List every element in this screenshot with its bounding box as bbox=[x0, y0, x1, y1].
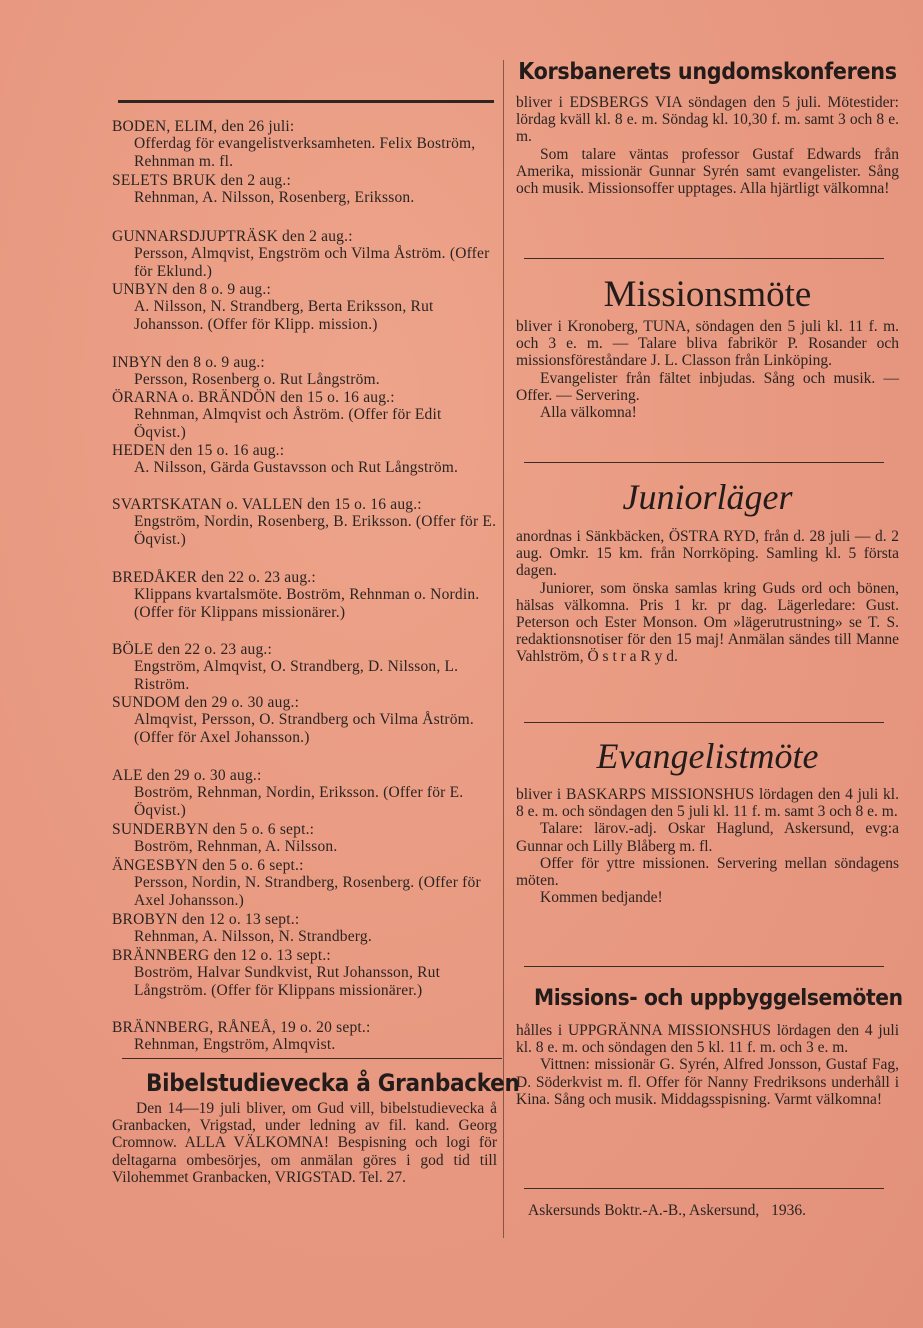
section-rule bbox=[524, 462, 884, 463]
schedule-place: UNBYN den 8 o. 9 aug.: bbox=[112, 281, 271, 298]
schedule-place: INBYN den 8 o. 9 aug.: bbox=[112, 354, 265, 371]
schedule-entry bbox=[112, 694, 497, 746]
schedule-entry bbox=[112, 947, 497, 999]
schedule-desc: Rehnman, A. Nilsson, Rosenberg, Eriksson. bbox=[134, 189, 415, 207]
schedule-desc: A. Nilsson, Gärda Gustavsson och Rut Långström. bbox=[134, 459, 459, 477]
notice-body: Evangelister från fältet inbjudas. Sång och musik. — Offer. — Servering. bbox=[516, 369, 899, 404]
missionsmote-notice bbox=[516, 272, 899, 421]
schedule-desc: Boström, Rehnman, A. Nilsson. bbox=[134, 838, 338, 856]
notice-heading: Missionsmöte bbox=[603, 274, 812, 315]
schedule-desc: Rehnman, A. Nilsson, N. Strandberg. bbox=[134, 928, 372, 946]
korsbaneret-notice bbox=[516, 54, 899, 197]
imprint-year: 1936. bbox=[771, 1202, 806, 1219]
schedule-entry bbox=[112, 857, 497, 909]
notice-heading: Missions- och uppbyggelsemöten bbox=[534, 985, 903, 1011]
schedule-entry bbox=[112, 1019, 497, 1054]
schedule-place: SELETS BRUK den 2 aug.: bbox=[112, 172, 291, 189]
notice-body: bliver i BASKARPS MISSIONSHUS lördagen den 4 juli kl. 8 e. m. och söndagen den 5 juli kl. 11 f. m. samt 3 och 8 e. m. bbox=[516, 786, 899, 821]
schedule-place: SUNDERBYN den 5 o. 6 sept.: bbox=[112, 821, 315, 838]
notice-body: Talare: lärov.-adj. Oskar Haglund, Askersund, evg:a Gunnar och Lilly Blåberg m. fl. bbox=[516, 820, 899, 855]
schedule-desc: Engström, Nordin, Rosenberg, B. Eriksson. (Offer för E. Öqvist.) bbox=[134, 513, 497, 548]
notice-body: Som talare väntas professor Gustaf Edwards från Amerika, missionär Gunnar Syrén samt evangelister. Sång och musik. Missionsoffer upptages. Alla hjärtligt välkomna! bbox=[516, 145, 899, 198]
schedule-entry bbox=[112, 767, 497, 819]
section-rule bbox=[524, 966, 884, 967]
schedule-entry bbox=[112, 389, 497, 441]
schedule-desc: Persson, Nordin, N. Strandberg, Rosenberg. (Offer för Axel Johansson.) bbox=[134, 874, 481, 909]
column-divider bbox=[503, 60, 504, 1238]
schedule-desc: Rehnman, Almqvist och Åström. (Offer för Edit Öqvist.) bbox=[134, 406, 442, 441]
schedule-desc: Almqvist, Persson, O. Strandberg och Vilma Åström. (Offer för Axel Johansson.) bbox=[134, 711, 475, 746]
notice-body: Kommen bedjande! bbox=[540, 889, 663, 907]
schedule-place: BÖLE den 22 o. 23 aug.: bbox=[112, 641, 273, 658]
juniorlager-notice bbox=[516, 472, 899, 666]
section-rule bbox=[122, 1058, 502, 1059]
schedule-place: HEDEN den 15 o. 16 aug.: bbox=[112, 442, 285, 459]
schedule-entry bbox=[112, 496, 497, 548]
notice-heading: Juniorläger bbox=[622, 477, 793, 517]
section-rule bbox=[524, 1188, 884, 1189]
schedule-entry bbox=[112, 172, 497, 207]
schedule-entry bbox=[112, 442, 497, 477]
schedule-entry bbox=[112, 281, 497, 333]
schedule-entry bbox=[112, 569, 497, 621]
notice-body: bliver i EDSBERGS VIA söndagen den 5 juli. Mötestider: lördag kväll kl. 8 e. m. Söndag kl. 10,30 f. m. samt 3 och 8 e. m. bbox=[516, 94, 899, 146]
schedule-desc: Boström, Rehnman, Nordin, Eriksson. (Offer för E. Öqvist.) bbox=[134, 784, 464, 819]
schedule-entry bbox=[112, 641, 497, 693]
section-rule bbox=[524, 722, 884, 723]
schedule-entry bbox=[112, 821, 497, 856]
schedule-place: ÖRARNA o. BRÄNDÖN den 15 o. 16 aug.: bbox=[112, 389, 395, 406]
schedule-place: SVARTSKATAN o. VALLEN den 15 o. 16 aug.: bbox=[112, 496, 422, 513]
section-rule bbox=[524, 258, 884, 259]
bibelstudievecka-notice bbox=[112, 1068, 520, 1186]
evangelistmote-notice bbox=[516, 730, 899, 906]
notice-body: Vittnen: missionär G. Syrén, Alfred Jonsson, Gustaf Fag, D. Söderkvist m. fl. Offer för Nanny Fredriksons underhåll i Kina. Sång och musik. Middagsspisning. Varmt välkomna! bbox=[516, 1056, 899, 1108]
schedule-desc: A. Nilsson, N. Strandberg, Berta Eriksson, Rut Johansson. (Offer för Klipp. mission.) bbox=[134, 298, 434, 333]
schedule-entry bbox=[112, 228, 497, 280]
schedule-desc: Offerdag för evangelistverksamheten. Felix Boström, Rehnman m. fl. bbox=[134, 135, 476, 170]
schedule-place: BRÄNNBERG den 12 o. 13 sept.: bbox=[112, 947, 331, 964]
notice-body: anordnas i Sänkbäcken, ÖSTRA RYD, från d. 28 juli — d. 2 aug. Omkr. 15 km. från Norrköping. Samling kl. 5 första dagen. bbox=[516, 528, 899, 580]
notice-heading: Evangelistmöte bbox=[596, 736, 819, 776]
schedule-place: ALE den 29 o. 30 aug.: bbox=[112, 767, 262, 784]
schedule-desc: Boström, Halvar Sundkvist, Rut Johansson, Rut Långström. (Offer för Klippans missionärer.) bbox=[134, 964, 441, 999]
imprint-printer: Askersunds Boktr.-A.-B., Askersund, bbox=[528, 1202, 760, 1219]
printer-imprint bbox=[528, 1202, 908, 1220]
notice-body: Juniorer, som önska samlas kring Guds ord och bönen, hälsas välkomna. Pris 1 kr. pr dag. Lägerledare: Gust. Peterson och Ester Monson. Om »lägerutrustning» se T. S. redaktionsnotiser för den 15 maj! Anmälan sändes till Manne Vahlström, Ö s t r a R y d. bbox=[516, 579, 899, 666]
top-rule bbox=[118, 100, 494, 103]
schedule-place: BRÄNNBERG, RÅNEÅ, 19 o. 20 sept.: bbox=[112, 1019, 371, 1036]
schedule-entry bbox=[112, 354, 497, 389]
schedule-place: BODEN, ELIM, den 26 juli: bbox=[112, 118, 295, 135]
schedule-place: BREDÅKER den 22 o. 23 aug.: bbox=[112, 569, 316, 586]
notice-heading: Bibelstudievecka å Granbacken bbox=[146, 1069, 520, 1097]
notice-body: hålles i UPPGRÄNNA MISSIONSHUS lördagen den 4 juli kl. 8 e. m. och söndagen den 5 kl. 11 f. m. och 3 e. m. bbox=[516, 1022, 899, 1057]
notice-body: Den 14—19 juli bliver, om Gud vill, bibelstudievecka å Granbacken, Vrigstad, under ledning av fil. kand. Georg Cromnow. ALLA VÄLKOMNA! Bespisning och logi för deltagarna ombesörjes, om anmälan göres i god tid till Vilohemmet Granbacken, VRIGSTAD. Tel. 27. bbox=[112, 1100, 497, 1186]
schedule-entry bbox=[112, 911, 497, 946]
schedule-place: SUNDOM den 29 o. 30 aug.: bbox=[112, 694, 300, 711]
uppbyggelse-notice bbox=[516, 980, 903, 1108]
schedule-entry bbox=[112, 118, 497, 170]
schedule-desc: Engström, Almqvist, O. Strandberg, D. Nilsson, L. Riström. bbox=[134, 658, 459, 693]
schedule-desc: Rehnman, Engström, Almqvist. bbox=[134, 1036, 336, 1054]
notice-heading: Korsbanerets ungdomskonferens bbox=[518, 59, 897, 85]
schedule-desc: Persson, Almqvist, Engström och Vilma Åström. (Offer för Eklund.) bbox=[134, 245, 490, 280]
schedule-desc: Persson, Rosenberg o. Rut Långström. bbox=[134, 371, 380, 389]
notice-body: Offer för yttre missionen. Servering mellan söndagens möten. bbox=[516, 854, 899, 890]
notice-body: bliver i Kronoberg, TUNA, söndagen den 5 juli kl. 11 f. m. och 3 e. m. — Talare bliva fabrikör P. Rosander och missionsföreståndare J. L. Classon från Linköping. bbox=[516, 318, 899, 370]
schedule-place: BROBYN den 12 o. 13 sept.: bbox=[112, 911, 300, 928]
schedule-place: ÄNGESBYN den 5 o. 6 sept.: bbox=[112, 857, 304, 874]
schedule-place: GUNNARSDJUPTRÄSK den 2 aug.: bbox=[112, 228, 353, 245]
notice-body: Alla välkomna! bbox=[540, 404, 637, 422]
schedule-desc: Klippans kvartalsmöte. Boström, Rehnman o. Nordin. (Offer för Klippans missionärer.) bbox=[134, 586, 480, 621]
